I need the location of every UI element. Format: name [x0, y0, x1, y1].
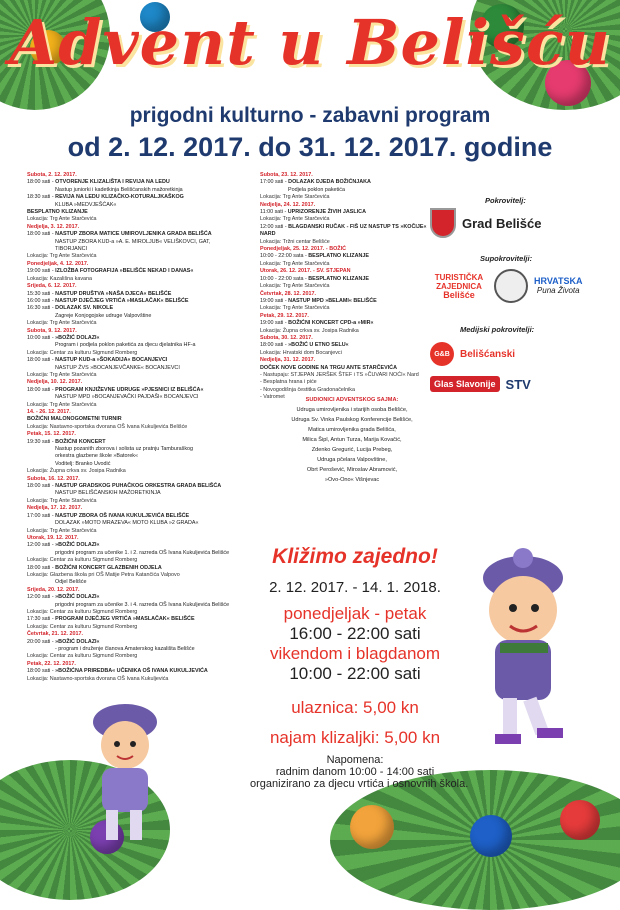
event-time: 19:00 sati -	[260, 320, 289, 327]
event-title: DOLAZAK DJEDA BOŽIĆNJAKA	[288, 179, 371, 186]
event-detail: Program i podjela poklon paketića za djecu djelatnika HF-a	[55, 342, 196, 349]
program-day: Nedjelja, 17. 12. 2017.	[27, 505, 83, 512]
event-title: »BOŽIĆ DOLAZI«	[55, 542, 100, 549]
program-event	[260, 209, 430, 216]
program-list-right	[260, 172, 430, 402]
program-event	[27, 298, 242, 305]
event-detail: NASTUP ZBORA KUD-a »A. E. MIROLJUB« VELIŠKOVCI, GAT,	[55, 238, 211, 245]
event-location: Lokacija: Trg Ante Starčevića	[260, 283, 330, 290]
participant-line: Matica umirovljenika grada Belišća,	[308, 427, 396, 433]
program-day: Petak, 15. 12. 2017.	[27, 431, 76, 438]
program-event	[27, 439, 242, 446]
participant-line: »Ovo-Ono« Višnjevac	[324, 477, 380, 483]
program-event	[27, 179, 242, 186]
event-location: Lokacija: Glazbena škola pri OŠ Matije Petra Katančića Valpovo	[27, 571, 180, 578]
hrvatska-logo	[534, 276, 583, 296]
event-title: BOŽIĆNI KONCERT	[55, 438, 106, 445]
program-event	[260, 320, 430, 327]
event-time: 18:30 sati -	[27, 194, 56, 201]
event-location: - Besplatna hrana i piće	[260, 379, 317, 386]
gb-logo: G&B	[430, 342, 454, 366]
event-time: 19:00 sati -	[260, 297, 289, 304]
program-event	[260, 179, 430, 186]
skating-date-range: 2. 12. 2017. - 14. 1. 2018.	[269, 579, 441, 596]
event-detail: orkestra glazbene škole »Batorek«	[55, 453, 139, 460]
weekday-label: ponedjeljak - petak	[283, 604, 427, 623]
program-day: Nedjelja, 24. 12. 2017.	[260, 201, 316, 208]
participant-line: Zdenko Gregurić, Lucija Prebeg,	[311, 447, 393, 453]
event-location: Lokacija: Trg Ante Starčevića	[260, 305, 330, 312]
program-day: Nedjelja, 3. 12. 2017.	[27, 223, 80, 230]
entry-price: ulaznica: 5,00 kn	[291, 698, 419, 717]
fair-participants-heading: SUDIONICI ADVENTSKOG SAJMA:	[305, 397, 399, 403]
event-location: - Nastupaju: STJEPAN JERŠEK ŠTEF i TS »ČUVARI NOĆI« Nard	[260, 371, 419, 378]
event-title: BOŽIĆNI KONCERT CPD-a »MIR«	[288, 320, 374, 327]
event-time: 10:00 - 22:00 sata -	[260, 253, 309, 260]
event-location: - Vatromet	[260, 394, 285, 401]
program-day: Utorak, 19. 12. 2017.	[27, 534, 79, 541]
event-detail: Nastup pozanith zborova i solista uz pratnju Tamburaškog	[55, 446, 194, 453]
fair-participants	[262, 395, 442, 485]
program-event	[27, 335, 242, 342]
skating-boy-illustration	[455, 548, 590, 758]
event-location: Lokacija: Župna crkva sv. Josipa Radnika	[27, 468, 126, 475]
event-title: REVIJA NA LEDU KLIZAČKO-KOTURALJKAŠKOG	[55, 194, 184, 201]
event-detail: NASTUP BELIŠĆANSKIH MAŽORETKINJA	[55, 490, 161, 497]
event-location: Lokacija: Trg Ante Starčevića	[260, 194, 330, 201]
program-event	[27, 639, 242, 646]
skating-info	[250, 545, 469, 790]
event-title: UPRIZORENJE ŽIVIH JASLICA	[287, 209, 366, 216]
event-detail: - program i druženje članova Amaterskog kazališta Belišće	[55, 646, 195, 652]
event-title: BLAGDANSKI RUČAK - FIŠ UZ NASTUP TS »KOČIJE« NARD	[260, 223, 427, 238]
event-location: Lokacija: Župna crkva sv. Josipa Radnika	[260, 327, 359, 334]
program-event	[27, 594, 242, 601]
program-day: Subota, 2. 12. 2017.	[27, 172, 77, 178]
event-location: Lokacija: Hrvatski dom Bocanjevci	[260, 349, 342, 356]
weekend-time: 10:00 - 22:00 sati	[289, 664, 421, 683]
event-location: - Novogodišnja čestitka Gradonačelnika	[260, 386, 355, 393]
event-detail: KLUBA »MEDVJEŠĆAK«	[55, 201, 117, 208]
poster-date-range: od 2. 12. 2017. do 31. 12. 2017. godine	[67, 132, 553, 162]
program-event	[260, 253, 430, 260]
supokrovitelji-label: Supokrovitelji:	[480, 254, 533, 263]
event-location: Lokacija: Nastavno-sportska dvorana OŠ Ivana Kukuljevića	[27, 675, 169, 682]
event-detail: NASTUP ŽVS »BOCANJEVČANKE« BOCANJEVCI	[55, 364, 180, 371]
event-title: NASTUP MPD »BELAMI« BELIŠĆE	[288, 297, 377, 304]
weekend-label: vikendom i blagdanom	[269, 644, 441, 663]
participant-line: Udruga Sv. Vinka Paulskog Konferencije Belišće,	[291, 417, 413, 423]
event-time: 18:00 sati -	[27, 483, 56, 490]
poster-subtitle: prigodni kulturno - zabavni program	[129, 104, 491, 127]
event-location: Lokacija: Trg Ante Starčevića	[27, 401, 97, 408]
event-time: 16:00 sati -	[27, 297, 56, 304]
ornament-ball-icon	[470, 815, 512, 857]
participant-line: Udruga pčelara Valpovštine,	[317, 457, 387, 463]
program-day: Subota, 9. 12. 2017.	[27, 327, 77, 334]
hrvatska-sub-text: Puna Života	[536, 286, 580, 295]
program-event	[27, 209, 242, 216]
seal-icon	[494, 269, 528, 303]
event-detail: Zagreje Konjogojske udruge Valpovštine	[55, 312, 152, 319]
turisticka-text: TURISTIČKA ZAJEDNICA	[434, 272, 484, 291]
event-title: BESPLATNO KLIZANJE	[308, 253, 369, 260]
event-title: OTVORENJE KLIZALIŠTA I REVIJA NA LEDU	[55, 179, 170, 186]
program-day: Ponedjeljak, 25. 12. 2017. - BOŽIĆ	[260, 246, 346, 253]
event-time: 18:00 sati -	[27, 357, 56, 364]
ornament-ball-icon	[560, 800, 600, 840]
program-event	[27, 513, 242, 520]
program-event	[27, 231, 242, 238]
event-detail: NASTUP MPD »BOCANJEVAČKI PAJDAŠI« BOCANJEVCI	[55, 394, 199, 401]
program-event	[260, 365, 430, 372]
program-event	[27, 416, 242, 423]
stv-logo: STV	[505, 376, 531, 392]
program-day: Srijeda, 20. 12. 2017.	[27, 586, 80, 593]
program-day: Subota, 30. 12. 2017.	[260, 334, 313, 341]
event-title: NASTUP DRUŠTVA »NAŠA DJECA« BELIŠĆE	[55, 290, 172, 297]
event-location: Lokacija: Trg Ante Starčevića	[27, 497, 97, 504]
event-time: 18:00 sati -	[27, 668, 56, 675]
event-detail: Odjel Belišće	[55, 579, 87, 586]
event-title: PROGRAM KNJIŽEVNE UDRUGE »PJESNICI IZ BELIŠĆA«	[55, 386, 204, 393]
event-time: 18:00 sati -	[260, 342, 289, 349]
event-time: 17:30 sati -	[27, 616, 56, 623]
program-day: Četvrtak, 21. 12. 2017.	[27, 631, 84, 638]
event-time: 10:00 - 22:00 sata -	[260, 275, 309, 282]
event-detail: prigodni program za učenike 1. i 2. razreda OŠ Ivana Kukuljevića Belišće	[55, 549, 230, 556]
event-title: »BOŽIĆ U ETNO SELU«	[288, 342, 349, 349]
event-time: 19:00 sati -	[27, 268, 56, 275]
program-event	[27, 668, 242, 675]
event-location: Lokacija: Centar za kulturu Sigmund Romberg	[27, 608, 138, 615]
event-location: Lokacija: Trg Ante Starčevića	[27, 371, 97, 378]
event-time: 12:00 sati -	[260, 223, 289, 230]
pokrovitelj-label: Pokrovitelj:	[485, 196, 526, 205]
event-detail: Voditelj: Branko Uvodić	[55, 460, 111, 467]
fair-participants-list	[262, 405, 442, 485]
event-location: Lokacija: Trg Ante Starčevića	[27, 216, 97, 223]
event-location: Lokacija: Trg Ante Starčevića	[27, 253, 97, 260]
event-location: Lokacija: Kazališna kavana	[27, 275, 93, 282]
event-time: 19:30 sati -	[27, 438, 56, 445]
program-event	[260, 298, 430, 305]
event-time: 17:00 sati -	[260, 179, 289, 186]
event-title: NASTUP KUD-a »ŠOKADIJA« BOCANJEVCI	[55, 357, 168, 364]
rent-price: najam klizaljki: 5,00 kn	[269, 728, 441, 747]
skating-girl-illustration	[70, 700, 190, 850]
event-title: DOČEK NOVE GODINE NA TRGU ANTE STARČEVIĆA	[260, 364, 397, 371]
program-event	[260, 224, 430, 239]
event-location: Lokacija: Trg Ante Starčevića	[260, 216, 330, 223]
event-title: BESPLATNO KLIZANJE	[27, 209, 88, 216]
event-title: PROGRAM DJEČJEG VRTIĆA »MASLAČAK« BELIŠĆE	[55, 616, 195, 623]
event-title: DOLAZAK SV. NIKOLE	[55, 305, 114, 312]
event-location: Lokacija: Centar za kulturu Sigmund Romberg	[27, 349, 138, 356]
program-day: Četvrtak, 28. 12. 2017.	[260, 290, 317, 297]
event-title: BESPLATNO KLIZANJE	[308, 275, 369, 282]
program-day: Ponedjeljak, 4. 12. 2017.	[27, 260, 89, 267]
event-title: »BOŽIĆ DOLAZI«	[55, 334, 100, 341]
program-event	[27, 616, 242, 623]
program-day: Subota, 23. 12. 2017.	[260, 172, 313, 178]
event-detail: Podjela poklon paketića	[288, 186, 345, 193]
event-time: 20:00 sati -	[27, 638, 56, 645]
event-location: Lokacija: Tržni centar Belišće	[260, 238, 330, 245]
participant-line: Obrt Perošević, Miroslav Abramović,	[306, 467, 398, 473]
program-day: 14. - 26. 12. 2017.	[27, 409, 71, 415]
program-list-left	[27, 172, 242, 683]
grad-belisce-logo: Grad Belišće	[462, 215, 542, 231]
event-title: BOŽIĆNI KONCERT GLAZBENIH ODJELA	[55, 564, 162, 571]
event-title: »BOŽIĆNA PRIREDBA« UČENIKA OŠ IVANA KUKULJEVIĆA	[55, 668, 208, 675]
event-detail: DOLAZAK »MOTO MRAZEVA« MOTO KLUBA »2 GRADA«	[55, 520, 199, 527]
event-detail: Nastup juniorki i kadetkinja Belišćanskih mažoretkinja	[55, 186, 183, 193]
note-line-1: radnim danom 10:00 - 14:00 sati	[275, 766, 435, 778]
program-event	[27, 194, 242, 201]
event-title: NASTUP ZBORA OŠ IVANA KUKULJEVIĆA BELIŠĆE	[55, 512, 190, 519]
event-detail: TIBORJANCI	[55, 246, 88, 253]
turisticka-city-text: Belišće	[443, 289, 475, 300]
program-event	[27, 305, 242, 312]
event-location: Lokacija: Trg Ante Starčevića	[27, 320, 97, 327]
glas-slavonije-logo: Glas Slavonije	[430, 376, 500, 392]
event-location: Lokacija: Centar za kulturu Sigmund Romberg	[27, 623, 138, 630]
program-day: Srijeda, 6. 12. 2017.	[27, 283, 77, 290]
city-coat-of-arms-icon	[430, 208, 456, 238]
event-time: 18:00 sati -	[27, 179, 56, 186]
event-title: NASTUP ZBORA MATICE UMIROVLJENIKA GRADA BELIŠĆA	[55, 231, 212, 238]
event-location: Lokacija: Trg Ante Starčevića	[260, 260, 330, 267]
event-time: 16:30 sati -	[27, 305, 56, 312]
event-detail: prigodni program za učenike 3. i 4. razreda OŠ Ivana Kukuljevića Belišće	[55, 601, 230, 608]
event-title: »BOŽIĆ DOLAZI«	[55, 638, 100, 645]
event-location: Lokacija: Centar za kulturu Sigmund Romberg	[27, 557, 138, 564]
program-day: Subota, 16. 12. 2017.	[27, 475, 80, 482]
program-event	[27, 565, 242, 572]
event-title: »BOŽIĆ DOLAZI«	[55, 594, 100, 601]
event-time: 17:00 sati -	[27, 512, 56, 519]
sponsors-panel	[430, 190, 605, 392]
event-time: 10:00 sati -	[27, 334, 56, 341]
medijski-label: Medijski pokrovitelji:	[460, 325, 535, 334]
program-day: Nedjelja, 31. 12. 2017.	[260, 357, 316, 364]
participant-line: Milica Šipl, Antun Turza, Marija Kovačić,	[302, 437, 402, 443]
turisticka-zajednica-logo	[430, 273, 488, 300]
event-location: Lokacija: Trg Ante Starčevića	[27, 527, 97, 534]
program-day: Petak, 22. 12. 2017.	[27, 660, 76, 667]
ornament-ball-icon	[350, 805, 394, 849]
program-event	[260, 276, 430, 283]
program-event	[27, 542, 242, 549]
event-location: Lokacija: Centar za kulturu Sigmund Romberg	[27, 653, 138, 660]
participant-line: Udruga umirovljenika i starijih osoba Belišće,	[296, 407, 408, 413]
skating-headline: Kližimo zajedno!	[272, 545, 438, 568]
program-event	[27, 268, 242, 275]
event-time: 18:00 sati -	[27, 231, 56, 238]
event-time: 11:00 sati -	[260, 209, 288, 216]
program-event	[27, 357, 242, 364]
event-time: 12:00 sati -	[27, 542, 56, 549]
note-line-2: organizirano za djecu vrtića i osnovnih škola.	[250, 778, 469, 790]
event-time: 18:00 sati -	[27, 386, 56, 393]
program-day: Petak, 29. 12. 2017.	[260, 312, 309, 319]
program-day: Utorak, 26. 12. 2017. - SV. STJEPAN	[260, 268, 351, 275]
event-title: BOŽIĆNI MALONOGOMETNI TURNIR	[27, 416, 122, 423]
program-event	[27, 291, 242, 298]
hrvatska-text: HRVATSKA	[534, 276, 583, 286]
event-title: IZLOŽBA FOTOGRAFIJA »BELIŠĆE NEKAD I DANAS«	[55, 268, 194, 275]
event-time: 18:00 sati -	[27, 564, 56, 571]
program-event	[260, 342, 430, 349]
note-label: Napomena:	[326, 754, 384, 766]
event-title: NASTUP GRADSKOG PUHAČKOG ORKESTRA GRADA BELIŠĆA	[55, 483, 222, 490]
event-title: NASTUP DJEČJEG VRTIĆA »MASLAČAK« BELIŠĆE	[55, 297, 189, 304]
weekday-time: 16:00 - 22:00 sati	[289, 624, 421, 643]
event-time: 12:00 sati -	[27, 594, 56, 601]
event-time: 15:30 sati -	[27, 290, 56, 297]
event-location: Lokacija: Nastavno-sportska dvorana OŠ Ivana Kukuljevića Belišće	[27, 423, 188, 430]
poster-title: Advent u Belišću	[9, 6, 611, 79]
program-day: Nedjelja, 10. 12. 2017.	[27, 379, 83, 386]
belisćanski-logo: Belišćanski	[460, 348, 516, 360]
